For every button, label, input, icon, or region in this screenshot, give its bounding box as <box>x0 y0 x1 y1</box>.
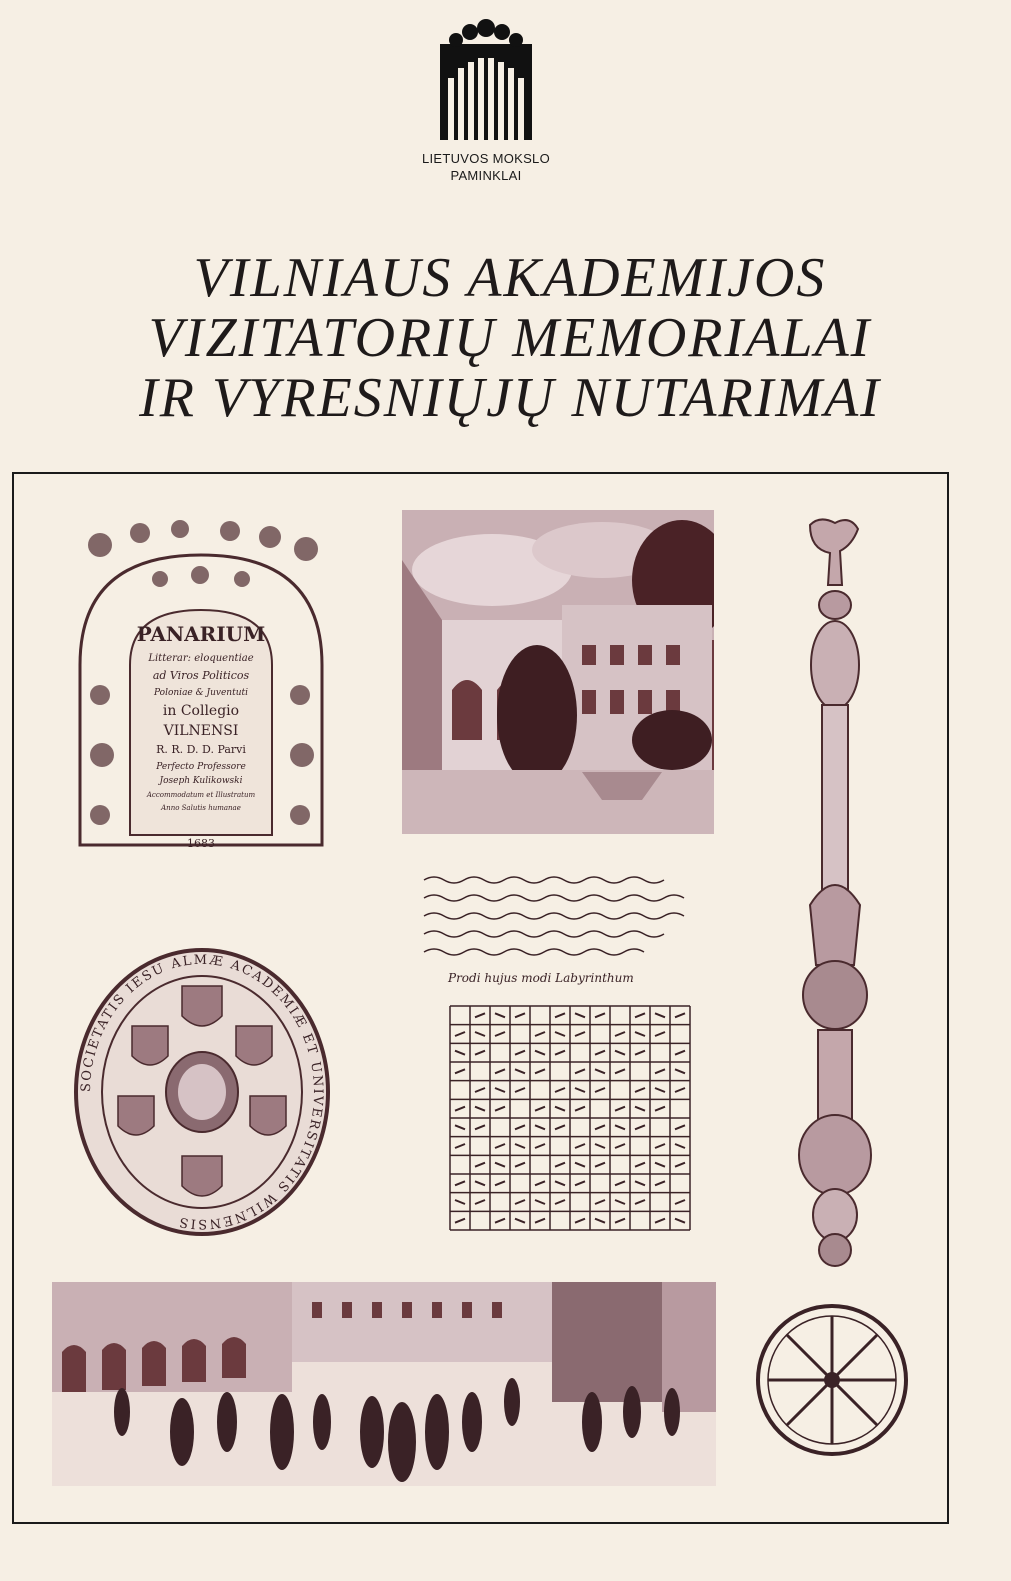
title-page-line-3: ad Viros Politicos <box>152 669 250 682</box>
title-page-line-6: VILNENSI <box>163 723 239 739</box>
title-page-line-4: Poloniae & Juventuti <box>153 688 249 698</box>
wheel-emblem <box>752 1300 912 1460</box>
title-page-line-8: Perfecto Professore <box>156 762 246 772</box>
university-courtyard-engraving <box>52 1282 716 1486</box>
series-line-2: PAMINKLAI <box>450 168 522 183</box>
title-line-1: VILNIAUS AKADEMIJOS <box>193 247 827 309</box>
title-page-line-11: Anno Salutis humanae <box>161 804 241 812</box>
manuscript-caption: Prodi hujus modi Labyrinthum <box>448 971 634 985</box>
title-page-line-10: Accommodatum et Illustratum <box>146 791 256 799</box>
series-line-1: LIETUVOS MOKSLO <box>421 151 551 166</box>
publisher-logo <box>436 18 536 144</box>
labyrinth-grid <box>432 1000 712 1250</box>
title-page-year: 1683 <box>187 837 215 850</box>
title-page-line-7: R. R. D. D. Parvi <box>156 743 246 756</box>
courtyard-photo <box>402 510 714 834</box>
title-page-line-2: Litterar: eloquentiae <box>148 653 254 664</box>
series-name <box>396 150 576 184</box>
university-seal <box>72 946 332 1238</box>
title-line-2: VIZITATORIŲ MEMORIALAI <box>148 307 872 369</box>
seal-legend: SOCIETATIS IESU ALMÆ ACADEMIÆ ET UNIVERSITATIS WILNENSIS <box>78 952 326 1232</box>
engraved-title-page <box>70 515 332 860</box>
book-title <box>40 248 980 428</box>
manuscript-fragment <box>418 868 710 988</box>
title-page-line-5: in Collegio <box>162 703 240 719</box>
rector-scepter <box>780 515 890 1275</box>
title-page-line-1: PANARIUM <box>136 622 266 646</box>
title-line-3: IR VYRESNIŲJŲ NUTARIMAI <box>139 367 881 429</box>
title-page-line-9: Joseph Kulikowski <box>159 776 243 786</box>
